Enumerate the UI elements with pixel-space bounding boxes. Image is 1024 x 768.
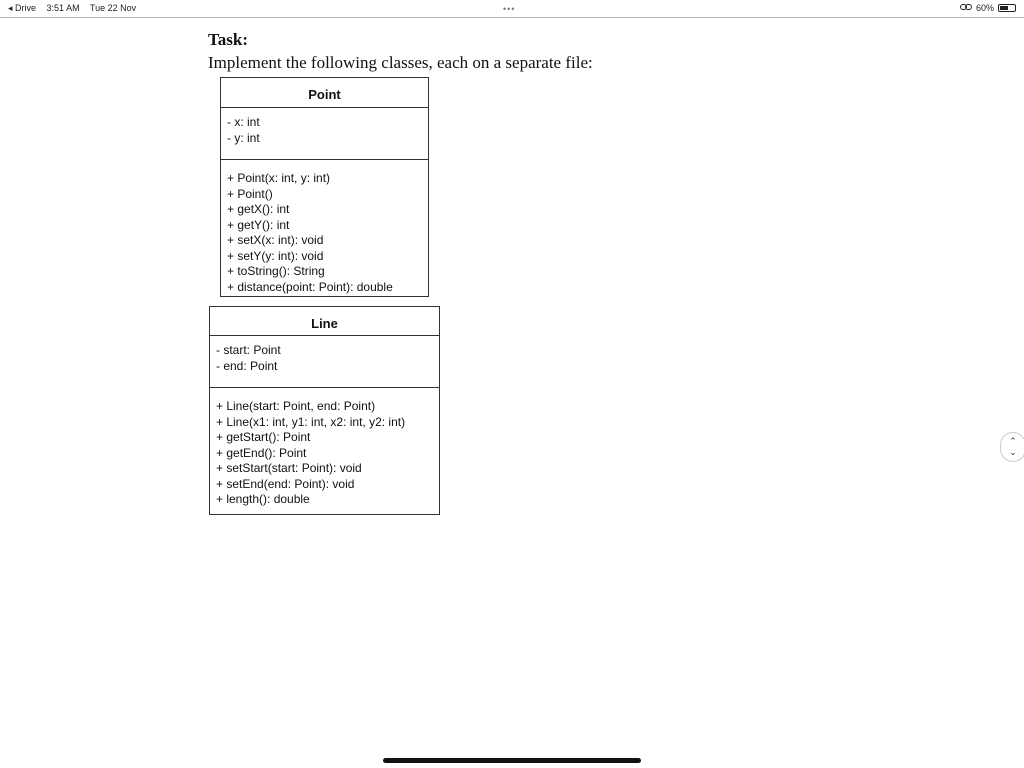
class-name: Point	[221, 78, 428, 108]
task-instruction: Implement the following classes, each on a separate file:	[208, 53, 593, 72]
chevron-down-icon[interactable]: ⌄	[1009, 447, 1017, 457]
method: + length(): double	[216, 492, 310, 506]
method: + setEnd(end: Point): void	[216, 476, 355, 491]
divider	[0, 17, 1024, 18]
battery-icon	[998, 4, 1016, 12]
status-left	[8, 3, 144, 14]
status-date: Tue 22 Nov	[89, 3, 137, 13]
battery-level	[1000, 6, 1008, 10]
attribute: - end: Point	[216, 358, 278, 373]
method: + distance(point: Point): double	[227, 279, 393, 294]
method: + setX(x: int): void	[227, 233, 324, 247]
attribute: - y: int	[227, 130, 260, 145]
method: + Point()	[227, 186, 273, 201]
class-name: Line	[210, 307, 439, 336]
method: + Point(x: int, y: int)	[227, 171, 331, 185]
attributes-section	[210, 336, 439, 388]
attributes-section	[221, 108, 428, 160]
status-time: 3:51 AM	[46, 3, 80, 13]
home-indicator[interactable]	[383, 758, 641, 763]
back-to-drive-link[interactable]: ◂ Drive	[8, 3, 37, 13]
page-scroll-control[interactable]	[1000, 432, 1024, 462]
attribute: - x: int	[227, 115, 260, 129]
method: + Line(x1: int, y1: int, x2: int, y2: int)	[216, 414, 406, 429]
methods-section	[221, 160, 428, 295]
method: + getStart(): Point	[216, 430, 311, 444]
link-icon	[960, 3, 972, 13]
task-heading: Task:	[208, 30, 249, 49]
status-bar	[0, 0, 1024, 18]
battery-percent: 60%	[975, 3, 994, 13]
method: + setY(y: int): void	[227, 248, 324, 263]
status-right	[960, 3, 1016, 13]
chevron-up-icon[interactable]: ⌃	[1009, 436, 1017, 446]
uml-class-line	[209, 306, 440, 515]
method: + getX(): int	[227, 202, 290, 216]
method: + getEnd(): Point	[216, 445, 307, 460]
method: + setStart(start: Point): void	[216, 461, 362, 475]
method: + toString(): String	[227, 264, 325, 278]
method: + getY(): int	[227, 217, 290, 232]
uml-class-point	[220, 77, 429, 297]
method: + Line(start: Point, end: Point)	[216, 399, 376, 413]
attribute: - start: Point	[216, 343, 281, 357]
multitasking-dots-icon[interactable]: •••	[503, 4, 516, 14]
methods-section	[210, 388, 439, 508]
